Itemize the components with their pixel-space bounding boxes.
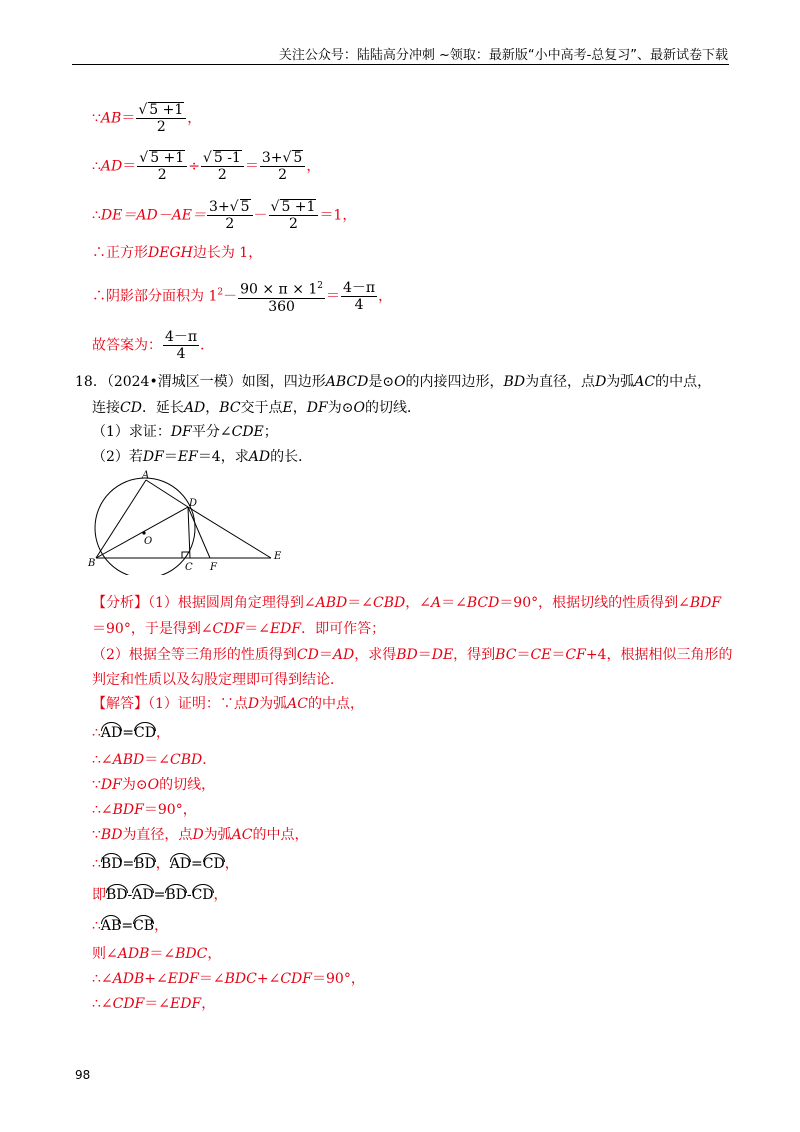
segment-df <box>188 507 210 558</box>
circle-diagram <box>86 470 296 575</box>
answer-line-10: 则∠ADB＝∠BDC， <box>92 946 222 962</box>
label-a: A <box>142 470 150 481</box>
answer-line-3: ∴∠ABD＝∠CBD． <box>92 752 217 768</box>
page-header: 关注公众号：陆陆高分冲刺 ~领取：最新版“小中高考-总复习”、最新试卷下载 <box>278 48 728 63</box>
segment-bd <box>96 507 188 558</box>
problem-18-question-1: （1）求证：DF平分∠CDE； <box>92 424 278 440</box>
geometry-figure <box>86 470 296 579</box>
label-o: O <box>144 536 153 547</box>
label-c: C <box>185 562 193 573</box>
label-e: E <box>274 551 282 562</box>
answer-line-12: ∴∠CDF＝∠EDF， <box>92 996 216 1012</box>
analysis-line-1: 【分析】（1）根据圆周角定理得到∠ABD＝∠CBD，∠A＝∠BCD＝90°，根据切线的性质得到∠BDF <box>92 595 722 611</box>
label-f: F <box>210 562 217 573</box>
answer-line-4: ∵DF为⊙O的切线， <box>92 777 216 793</box>
segment-de <box>188 507 271 558</box>
answer-line-9: ∴AB=CB， <box>92 915 168 936</box>
analysis-line-2: ＝90°，于是得到∠CDF＝∠EDF．即可作答； <box>92 621 386 637</box>
answer-line-5: ∴∠BDF＝90°， <box>92 802 197 818</box>
circle-o <box>95 478 198 575</box>
solution-line-area: ∴阴影部分面积为 $1^2-$ $\frac{90 \times \pi \times 1^2}{360}$ ＝ $\frac{4-\pi}{4}$ ， <box>92 279 393 315</box>
segment-ba <box>96 480 146 558</box>
solution-line-ab: ∵AB＝ $\frac{√ 5 +1}{2}$ ， <box>92 102 202 135</box>
problem-18-line-1: 18．（2024•渭城区一模）如图，四边形ABCD是⊙O的内接四边形，BD为直径，点D为弧AC的中点， <box>75 374 712 390</box>
label-b: B <box>88 558 96 569</box>
problem-18-line-2: 连接CD．延长AD，BC交于点E，DF为⊙O的切线． <box>92 400 421 416</box>
answer-line-1: 【解答】（1）证明：∵点D为弧AC的中点， <box>92 696 364 712</box>
analysis-line-4: 判定和性质以及勾股定理即可得到结论． <box>92 672 344 688</box>
solution-line-ad: ∴AD＝ $\frac{√ 5 +1}{2}$ ÷ $\frac{√ 5 -1}{2}$ ＝ $\frac{3+√ 5}{2}$ ， <box>92 150 321 183</box>
answer-line-6: ∵BD为直径，点D为弧AC的中点， <box>92 827 309 843</box>
answer-line-7: ∴BD=BD，AD=CD， <box>92 853 239 874</box>
answer-line-2: ∴AD=CD， <box>92 722 170 743</box>
center-point-o <box>142 531 145 534</box>
solution-line-square: ∴正方形DEGH边长为 1， <box>92 245 263 261</box>
segment-dc <box>188 507 190 558</box>
solution-line-de: ∴DE＝AD－AE＝ $\frac{3+√ 5}{2}$ － $\frac{√ 5 +1}{2}$ ＝1， <box>92 199 357 232</box>
page-number: 98 <box>75 1068 91 1082</box>
label-d: D <box>189 498 198 509</box>
answer-line-11: ∴∠ADB+∠EDF＝∠BDC+∠CDF＝90°， <box>92 971 365 987</box>
problem-18-question-2: （2）若DF＝EF＝4，求AD的长． <box>92 449 313 465</box>
header-divider <box>72 64 729 65</box>
answer-line-8: 即BD-AD=BD-CD， <box>92 884 228 905</box>
solution-final-answer: 故答案为： $\frac{4-\pi}{4}$ ． <box>92 329 215 362</box>
analysis-line-3: （2）根据全等三角形的性质得到CD＝AD，求得BD＝DE，得到BC＝CE＝CF+4，根据相似三角形的 <box>92 647 733 663</box>
